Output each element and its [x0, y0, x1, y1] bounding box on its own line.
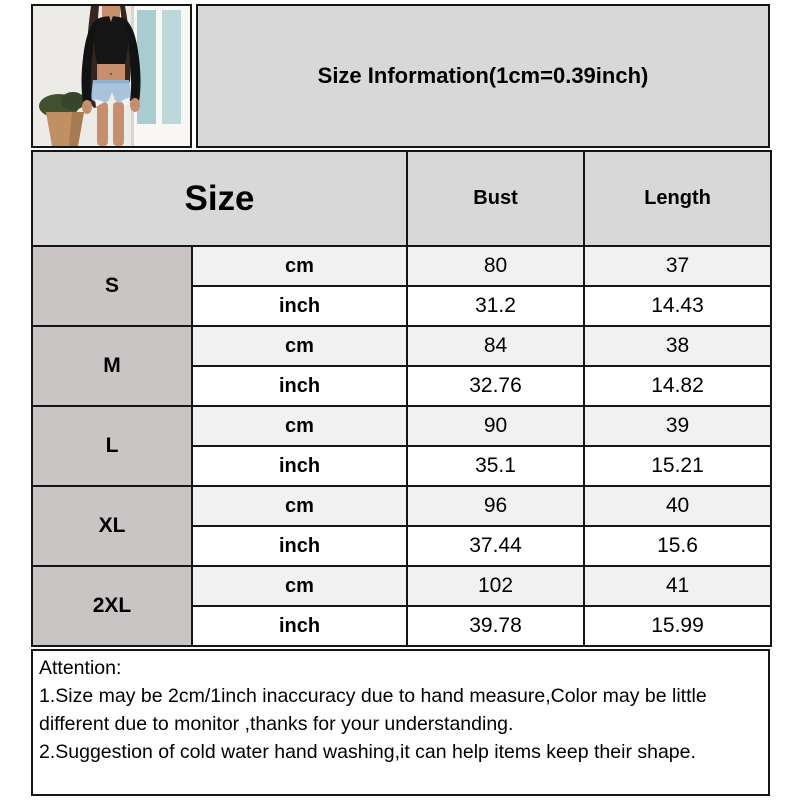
attention-line-2: 2.Suggestion of cold water hand washing,it can help items keep their shape. [39, 741, 696, 763]
length-value: 40 [584, 486, 771, 526]
unit-cell: cm [192, 246, 407, 286]
bust-value: 39.78 [407, 606, 584, 646]
bust-value: 90 [407, 406, 584, 446]
column-header-length: Length [584, 151, 771, 246]
length-value: 39 [584, 406, 771, 446]
unit-cell: inch [192, 446, 407, 486]
length-value: 38 [584, 326, 771, 366]
bust-value: 32.76 [407, 366, 584, 406]
bust-value: 31.2 [407, 286, 584, 326]
size-label-l: L [32, 406, 192, 486]
bust-value: 35.1 [407, 446, 584, 486]
unit-cell: cm [192, 486, 407, 526]
length-value: 37 [584, 246, 771, 286]
length-value: 14.82 [584, 366, 771, 406]
unit-cell: inch [192, 286, 407, 326]
model-illustration [33, 6, 190, 146]
bust-value: 84 [407, 326, 584, 366]
length-value: 15.6 [584, 526, 771, 566]
column-header-bust: Bust [407, 151, 584, 246]
length-value: 15.99 [584, 606, 771, 646]
unit-cell: inch [192, 606, 407, 646]
unit-cell: cm [192, 406, 407, 446]
unit-cell: inch [192, 366, 407, 406]
top-banner [31, 4, 770, 148]
length-value: 41 [584, 566, 771, 606]
size-label-s: S [32, 246, 192, 326]
unit-cell: inch [192, 526, 407, 566]
table-row-m-cm [32, 326, 771, 366]
bust-value: 37.44 [407, 526, 584, 566]
table-row-l-cm [32, 406, 771, 446]
bust-value: 102 [407, 566, 584, 606]
bust-value: 96 [407, 486, 584, 526]
title-banner [196, 4, 770, 148]
product-photo [31, 4, 192, 148]
size-label-m: M [32, 326, 192, 406]
table-header-row [32, 151, 771, 246]
table-row-xl-cm [32, 486, 771, 526]
table-row-s-cm [32, 246, 771, 286]
size-label-2xl: 2XL [32, 566, 192, 646]
length-value: 14.43 [584, 286, 771, 326]
size-chart-table [31, 150, 772, 647]
length-value: 15.21 [584, 446, 771, 486]
table-row-2xl-cm [32, 566, 771, 606]
attention-line-1: 1.Size may be 2cm/1inch inaccuracy due to hand measure,Color may be little different due to monitor ,thanks for your understanding. [39, 685, 707, 735]
column-header-size: Size [32, 151, 407, 246]
size-label-xl: XL [32, 486, 192, 566]
page-title: Size Information(1cm=0.39inch) [317, 63, 649, 88]
attention-heading: Attention: [39, 657, 122, 679]
size-info-panel [31, 4, 770, 796]
bust-value: 80 [407, 246, 584, 286]
unit-cell: cm [192, 326, 407, 366]
attention-note [31, 649, 770, 796]
unit-cell: cm [192, 566, 407, 606]
